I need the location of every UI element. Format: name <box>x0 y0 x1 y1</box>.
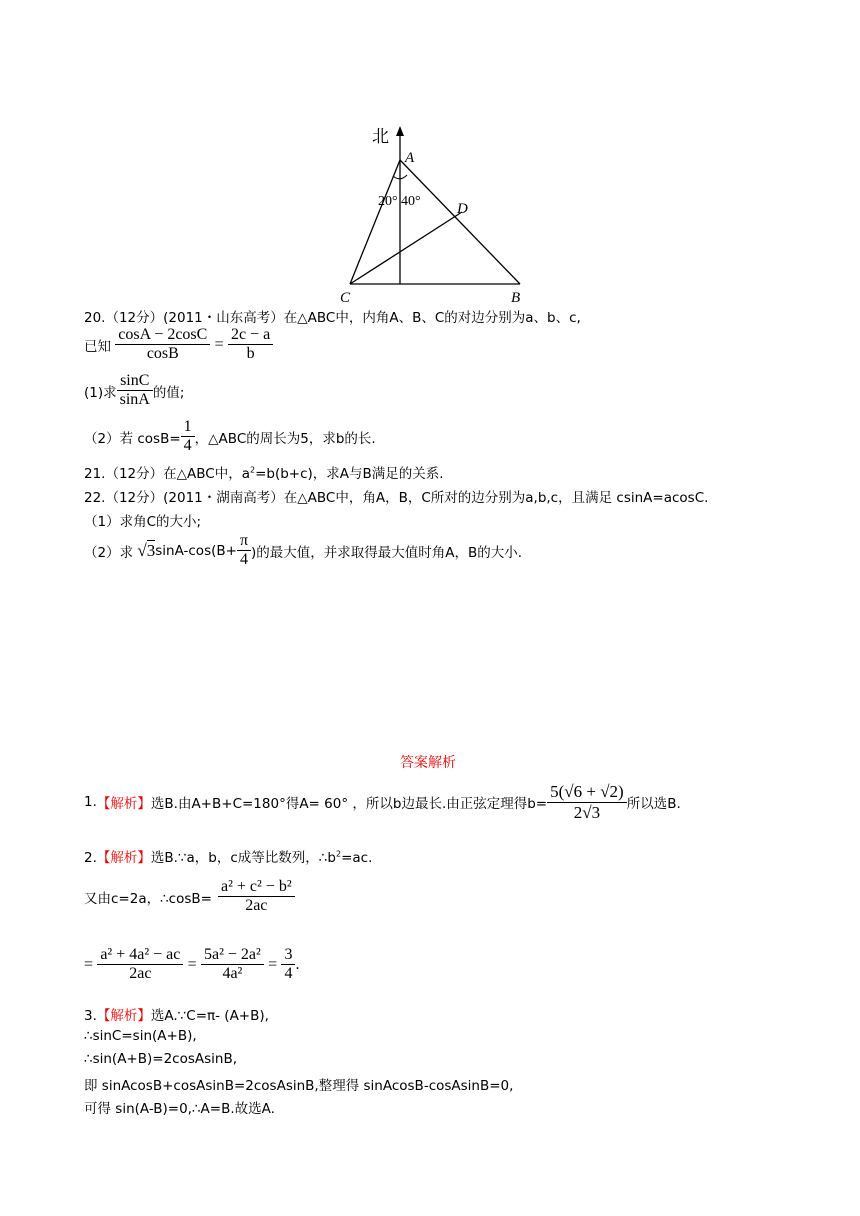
label-c: C <box>340 290 351 305</box>
answer-2-fraction-3 <box>201 946 264 984</box>
q22-part2-pre: （2）求 <box>84 544 134 561</box>
answer-1-denominator: 2√3 <box>573 802 601 822</box>
q20-line1: 20.（12分）(2011・山东高考）在△ABC中，内角A、B、C的对边分别为a、b、c, <box>84 310 581 326</box>
q20-part1-denominator: sinA <box>119 391 150 409</box>
answer-2-f1-denominator: 2ac <box>245 897 268 915</box>
label-north: 北 <box>372 127 389 147</box>
answer-1-tag: 【解析】 <box>96 796 151 813</box>
triangle-figure <box>330 120 540 305</box>
q20-part1-post: 的值; <box>152 384 185 401</box>
side-ab <box>400 160 520 284</box>
q20-part1-fraction <box>117 372 153 410</box>
q20-part1-numerator: sinC <box>117 372 153 391</box>
answer-2-text: 选B.∵a，b，c成等比数列，∴b <box>150 850 336 866</box>
answer-1-text: 选B.由A+B+C=180°得A= 60° ，所以b边最长.由正弦定理得b= <box>150 796 548 813</box>
answer-2-f3-numerator: 5a² − 2a² <box>201 946 264 965</box>
answer-2-sup: 2 <box>335 849 342 859</box>
q20-part2-fraction <box>181 418 195 456</box>
answer-2-post: =ac. <box>341 850 373 866</box>
label-d: D <box>457 201 468 217</box>
q20-part2-numerator: 1 <box>181 418 195 437</box>
answer-2-f3-denominator: 4a² <box>222 965 243 983</box>
q21-post: =b(b+c)，求A与B满足的关系. <box>255 466 444 482</box>
q22-part2-post: )的最大值，并求取得最大值时角A，B的大小. <box>251 544 523 561</box>
q20-equals: = <box>214 335 224 353</box>
q20-part2 <box>84 418 376 456</box>
q22-part2 <box>84 532 522 570</box>
q22-part2-mid: sinA-cos(B+ <box>155 542 237 559</box>
q20-frac2-numerator: 2c − a <box>228 326 273 345</box>
answer-2-f4-denominator: 4 <box>284 965 293 983</box>
answers-heading: 答案解析 <box>400 755 456 771</box>
answer-3-number: 3. <box>84 1008 97 1024</box>
answer-3-line1 <box>84 1004 269 1024</box>
answer-2-f2-denominator: 2ac <box>129 965 152 983</box>
answer-2-line1 <box>84 846 372 866</box>
answer-2-fraction-1 <box>218 878 295 916</box>
answer-3-text: 选A.∵C=π- (A+B), <box>150 1008 269 1024</box>
q22-pi-numerator: π <box>237 532 251 551</box>
answer-3-tag: 【解析】 <box>96 1008 151 1024</box>
q21-sup: 2 <box>250 465 256 475</box>
answer-2-equals-2: = <box>187 955 197 973</box>
side-ac <box>350 160 400 284</box>
q20-part1 <box>84 372 184 410</box>
answer-2-f1-numerator: a² + c² − b² <box>218 878 295 897</box>
answer-1-fraction <box>547 782 627 822</box>
answer-2-tag: 【解析】 <box>96 850 151 866</box>
label-b: B <box>511 290 521 305</box>
q21-pre: 21.（12分）在△ABC中，a <box>84 466 250 482</box>
label-angle-20: 20° <box>378 194 398 209</box>
q20-known-line <box>84 326 273 364</box>
answer-2-line2-pre: 又由c=2a，∴cosB= <box>84 890 212 907</box>
q22-sqrt3: √3 <box>137 540 156 560</box>
segment-cd <box>350 212 462 284</box>
q20-fraction-left <box>115 326 210 364</box>
answer-1 <box>84 782 681 822</box>
answer-2-fraction-2 <box>97 946 183 984</box>
q20-part2-denominator: 4 <box>183 437 192 455</box>
q20-fraction-right <box>228 326 273 364</box>
q20-frac1-numerator: cosA − 2cosC <box>115 326 210 345</box>
north-arrow-icon <box>396 126 404 136</box>
q21-line <box>84 462 444 482</box>
answer-1-number: 1. <box>84 794 97 811</box>
answer-1-numerator: 5(√6 + √2) <box>547 782 627 803</box>
q20-frac1-denominator: cosB <box>146 345 179 363</box>
answer-1-post: 所以选B. <box>626 796 681 813</box>
q20-part2-pre: （2）若 cosB= <box>84 430 181 447</box>
label-a: A <box>405 150 415 166</box>
q20-part2-post: ，△ABC的周长为5，求b的长. <box>194 430 376 447</box>
answer-2-line2 <box>84 878 295 916</box>
answer-3-line4: 即 sinAcosB+cosAsinB=2cosAsinB,整理得 sinAcosB-cosAsinB=0, <box>84 1078 514 1094</box>
q20-part1-pre: (1)求 <box>84 384 117 401</box>
answer-3-line2: ∴sinC=sin(A+B), <box>84 1028 197 1044</box>
answer-2-line3-equals: = <box>84 955 94 973</box>
answer-3-line5: 可得 sin(A-B)=0,∴A=B.故选A. <box>84 1101 275 1117</box>
q22-pi-fraction <box>237 532 251 570</box>
answer-2-number: 2. <box>84 850 97 866</box>
q20-known-label: 已知 <box>84 338 111 355</box>
answer-2-end: . <box>295 955 300 973</box>
answer-2-fraction-4 <box>281 946 295 984</box>
q22-pi-denominator: 4 <box>239 551 248 569</box>
q22-part1: （1）求角C的大小; <box>84 514 202 530</box>
answer-2-line3 <box>84 946 299 984</box>
q22-line1: 22.（12分）(2011・湖南高考）在△ABC中，角A，B，C所对的边分别为a,b,c，且满足 csinA=acosC. <box>84 490 709 506</box>
q20-frac2-denominator: b <box>246 345 255 363</box>
label-angle-40: 40° <box>401 194 421 209</box>
answer-2-f4-numerator: 3 <box>281 946 295 965</box>
answer-2-f2-numerator: a² + 4a² − ac <box>97 946 183 965</box>
answer-3-line3: ∴sin(A+B)=2cosAsinB, <box>84 1051 238 1067</box>
answer-2-equals-3: = <box>268 955 278 973</box>
q22-sqrt3-radicand: 3 <box>146 540 156 560</box>
